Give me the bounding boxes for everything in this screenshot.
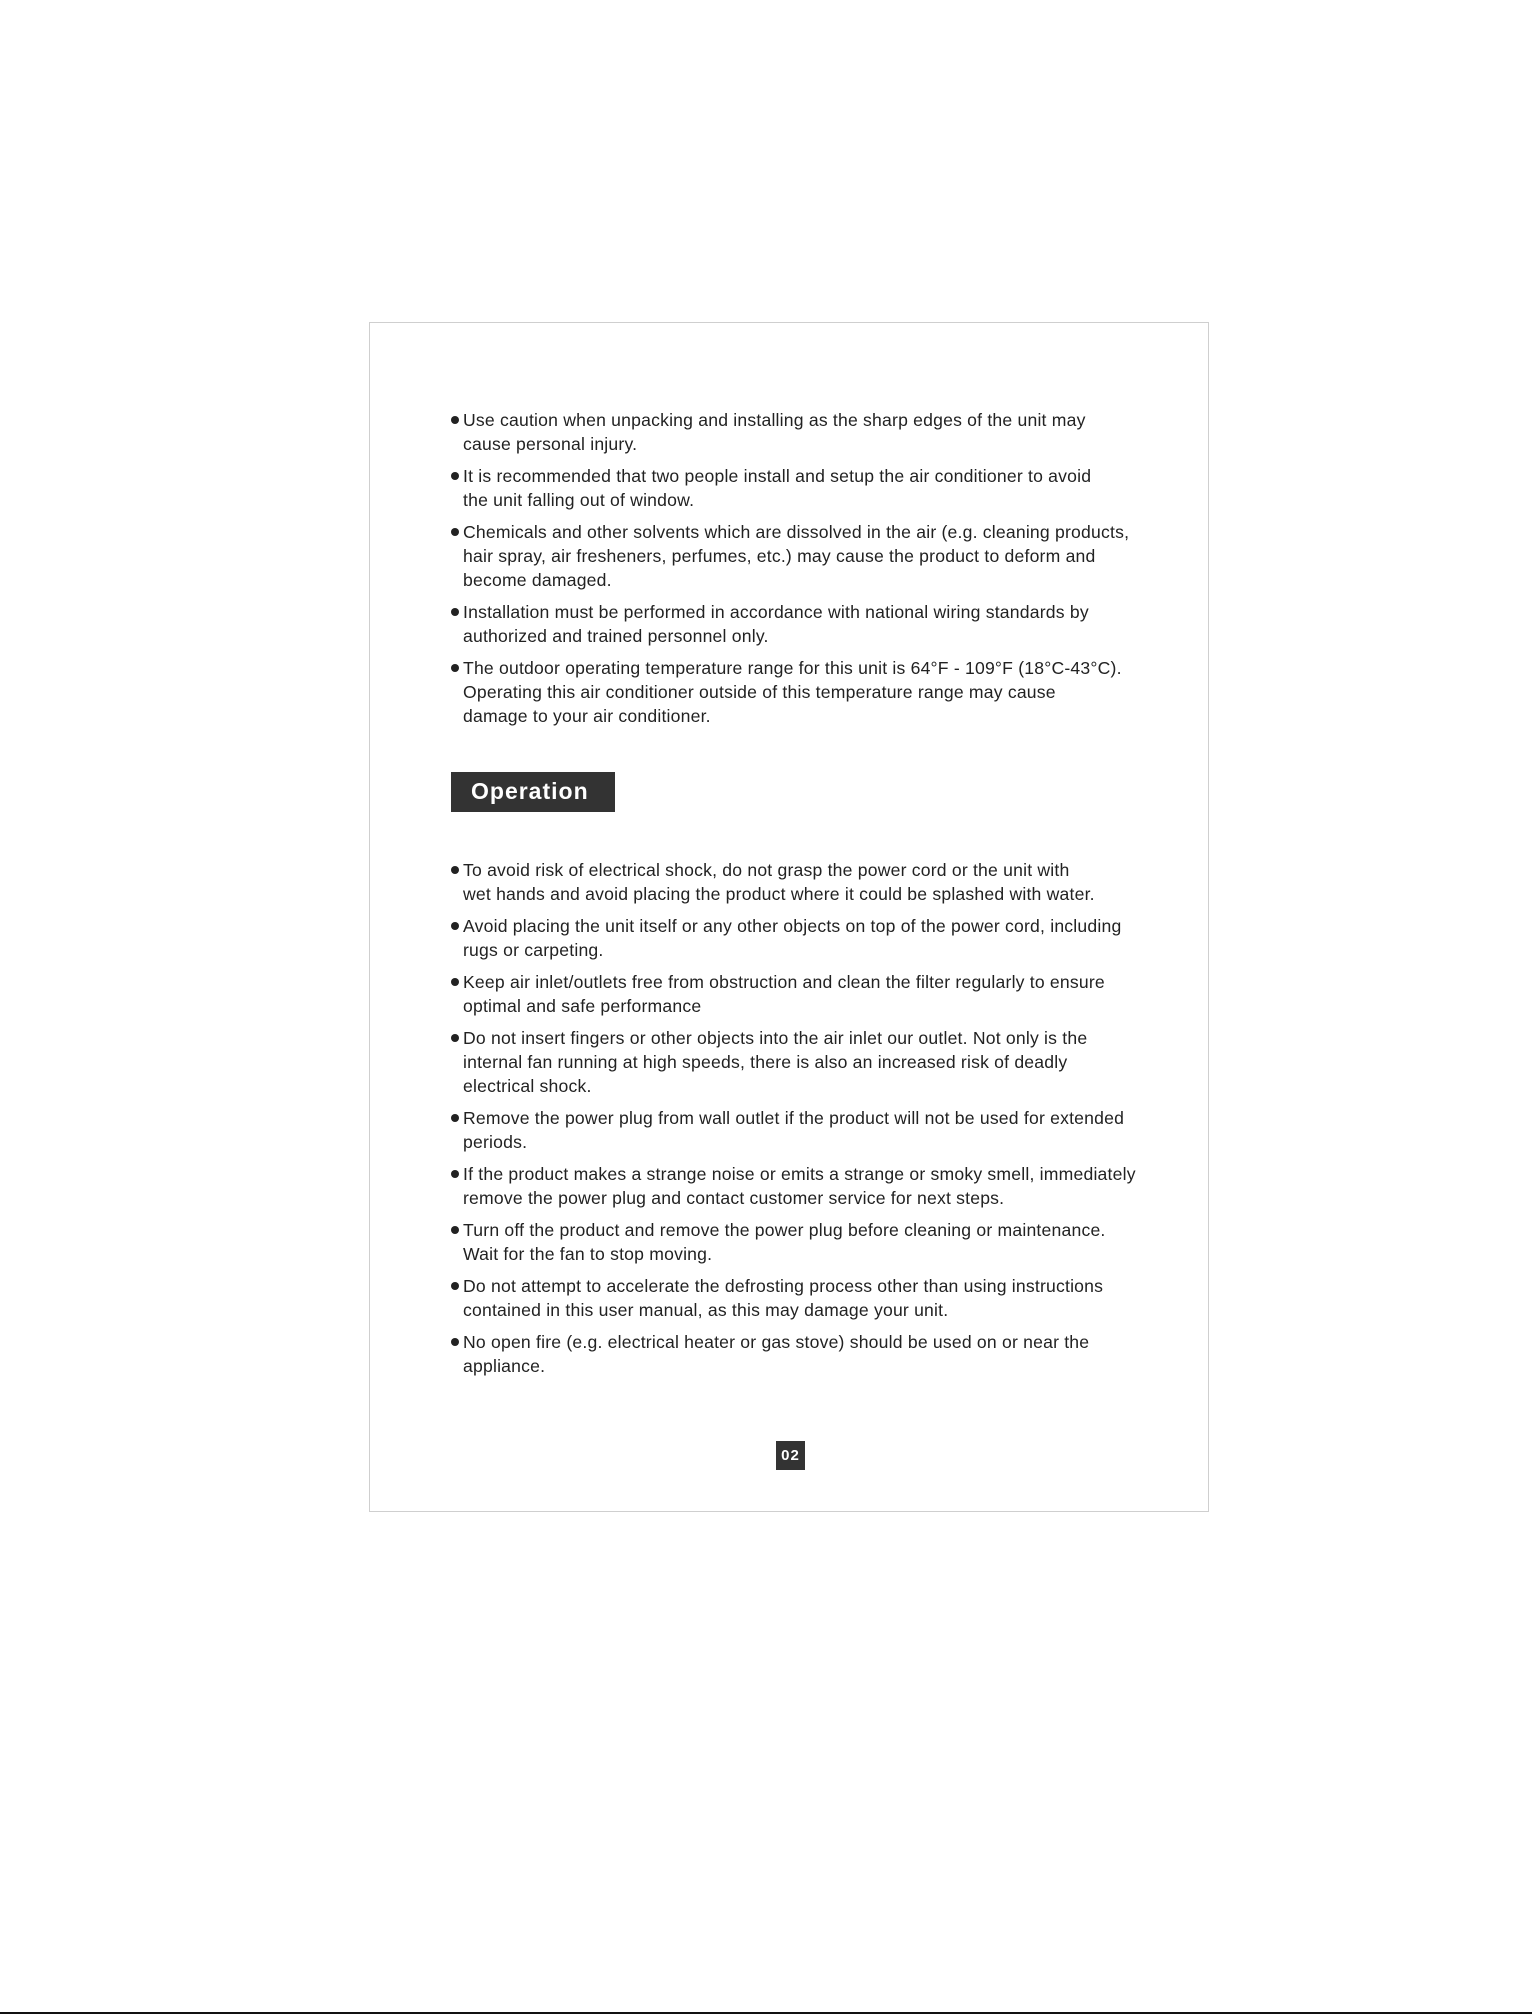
list-item: The outdoor operating temperature range for this unit is 64°F - 109°F (18°C-43°C). Operating this air conditioner outside of this temperature range may cause damage to your air conditioner. <box>451 656 1141 728</box>
list-item: Use caution when unpacking and installing as the sharp edges of the unit may cause personal injury. <box>451 408 1141 456</box>
page-frame <box>369 322 1209 1512</box>
safety-list <box>451 408 1141 728</box>
list-item: Installation must be performed in accordance with national wiring standards by authorized and trained personnel only. <box>451 600 1141 648</box>
bullet-dot-icon <box>451 1338 459 1346</box>
page-content <box>451 408 1141 1386</box>
bullet-dot-icon <box>451 1170 459 1178</box>
section-title: Operation <box>451 772 615 812</box>
bullet-dot-icon <box>451 1226 459 1234</box>
list-item: Remove the power plug from wall outlet if the product will not be used for extended periods. <box>451 1106 1141 1154</box>
list-item: It is recommended that two people install and setup the air conditioner to avoid the unit falling out of window. <box>451 464 1141 512</box>
list-item: Do not insert fingers or other objects into the air inlet our outlet. Not only is the internal fan running at high speeds, there is also an increased risk of deadly electrical shock. <box>451 1026 1141 1098</box>
list-item: Avoid placing the unit itself or any other objects on top of the power cord, including rugs or carpeting. <box>451 914 1141 962</box>
list-item: Turn off the product and remove the power plug before cleaning or maintenance. Wait for the fan to stop moving. <box>451 1218 1141 1266</box>
list-item: No open fire (e.g. electrical heater or gas stove) should be used on or near the appliance. <box>451 1330 1141 1378</box>
bullet-dot-icon <box>451 472 459 480</box>
bullet-dot-icon <box>451 608 459 616</box>
bullet-dot-icon <box>451 1282 459 1290</box>
bullet-dot-icon <box>451 1114 459 1122</box>
list-item: Do not attempt to accelerate the defrosting process other than using instructions contained in this user manual, as this may damage your unit. <box>451 1274 1141 1322</box>
page-number: 02 <box>776 1441 805 1470</box>
list-item: If the product makes a strange noise or emits a strange or smoky smell, immediately remove the power plug and contact customer service for next steps. <box>451 1162 1141 1210</box>
operation-list <box>451 858 1141 1378</box>
bullet-dot-icon <box>451 1034 459 1042</box>
list-item: Chemicals and other solvents which are dissolved in the air (e.g. cleaning products, hair spray, air fresheners, perfumes, etc.) may cause the product to deform and become damaged. <box>451 520 1141 592</box>
list-item: Keep air inlet/outlets free from obstruction and clean the filter regularly to ensure optimal and safe performance <box>451 970 1141 1018</box>
bullet-dot-icon <box>451 416 459 424</box>
bullet-dot-icon <box>451 866 459 874</box>
bullet-dot-icon <box>451 922 459 930</box>
list-item: To avoid risk of electrical shock, do not grasp the power cord or the unit with wet hands and avoid placing the product where it could be splashed with water. <box>451 858 1141 906</box>
bullet-dot-icon <box>451 664 459 672</box>
bullet-dot-icon <box>451 978 459 986</box>
bullet-dot-icon <box>451 528 459 536</box>
